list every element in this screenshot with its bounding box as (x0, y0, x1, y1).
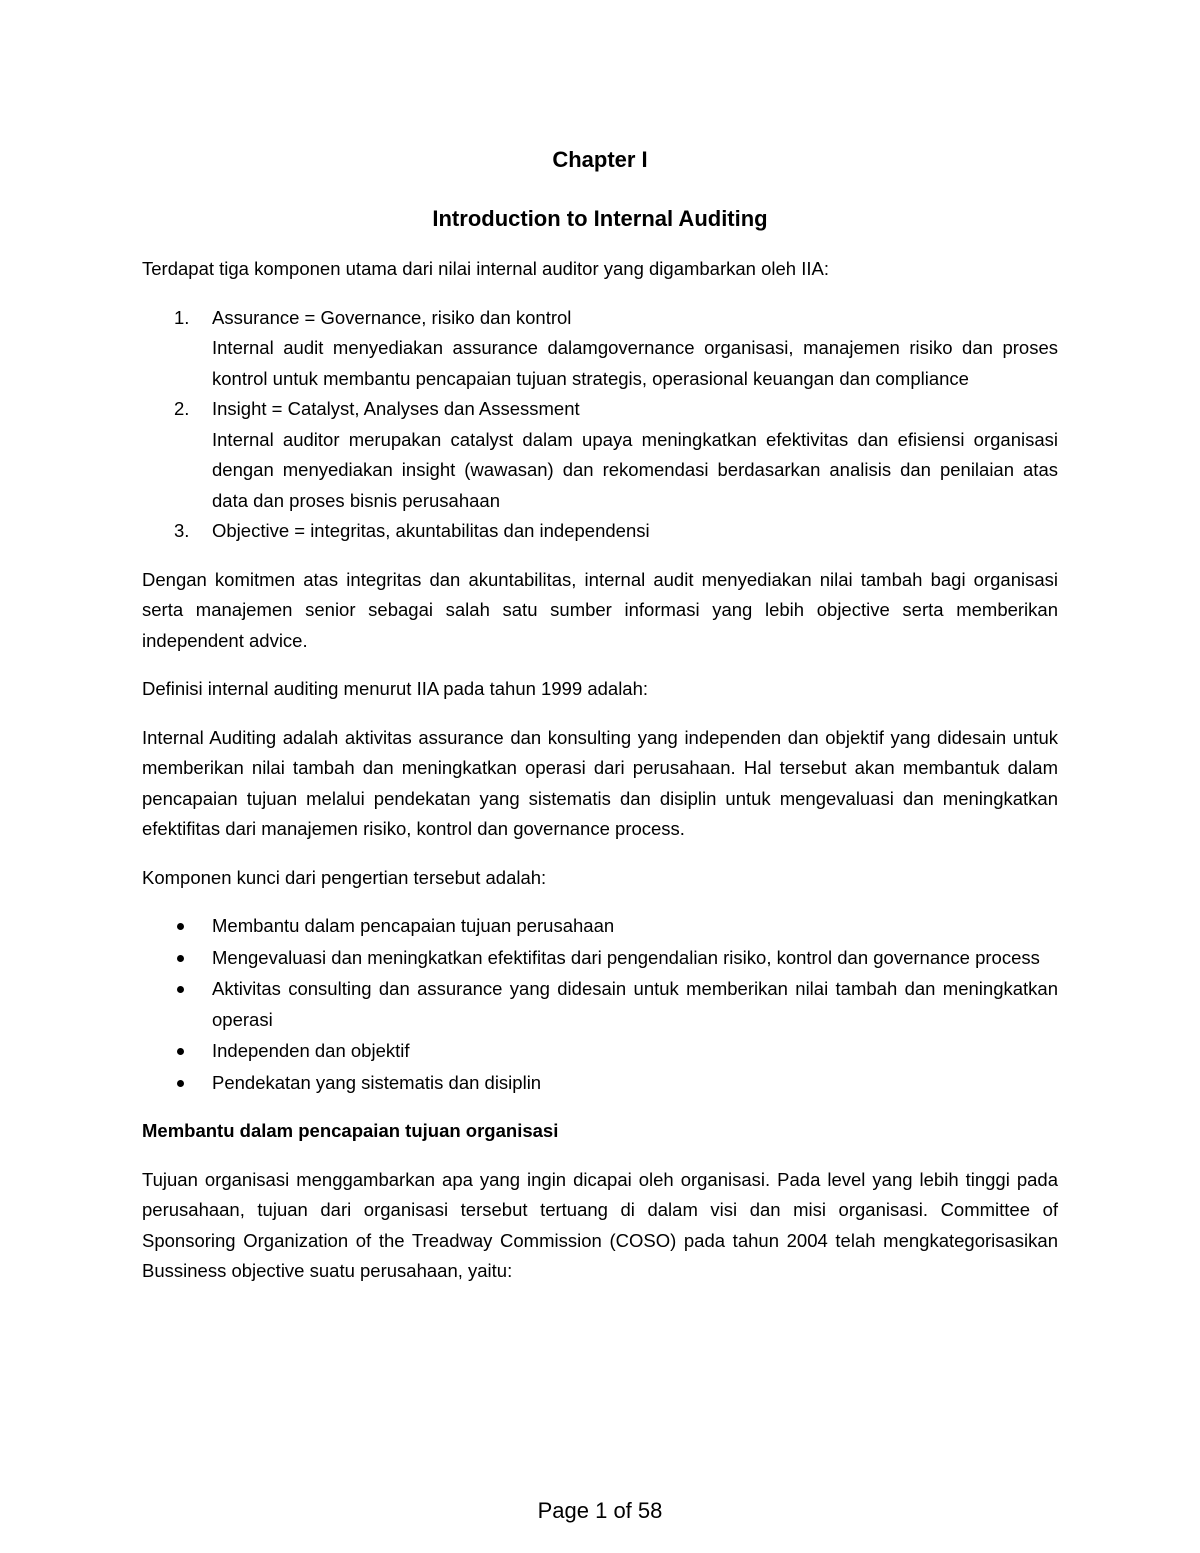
bullet-text: Aktivitas consulting dan assurance yang didesain untuk memberikan nilai tambah dan meningkatkan operasi (212, 978, 1058, 1030)
bullet-text: Independen dan objektif (212, 1040, 410, 1061)
key-components-list (142, 911, 1058, 1098)
components-list (142, 303, 1058, 547)
bullet-text: Membantu dalam pencapaian tujuan perusahaan (212, 915, 615, 936)
page-content (142, 140, 1058, 1305)
bullet-icon (177, 1048, 184, 1055)
chapter-title: Chapter I (552, 147, 648, 172)
component-heading: Objective = integritas, akuntabilitas dan independensi (212, 520, 650, 541)
page-footer: Page 1 of 58 (537, 1498, 663, 1523)
key-components-intro: Komponen kunci dari pengertian tersebut adalah: (142, 866, 547, 888)
bullet-icon (177, 1080, 184, 1087)
intro-paragraph: Terdapat tiga komponen utama dari nilai internal auditor yang digambarkan oleh IIA: (142, 258, 829, 279)
list-number: 2. (174, 398, 190, 419)
bullet-text: Mengevaluasi dan meningkatkan efektifitas dari pengendalian risiko, kontrol dan governance process (212, 946, 1040, 968)
list-item (142, 394, 1058, 516)
subheading: Membantu dalam pencapaian tujuan organisasi (142, 1120, 559, 1141)
commitment-paragraph: Dengan komitmen atas integritas dan akuntabilitas, internal audit menyediakan nilai tambah bagi organisasi serta manajemen senior sebagai salah satu sumber informasi yang lebih objective serta memberikan independent advice. (142, 568, 1058, 651)
component-heading: Insight = Catalyst, Analyses dan Assessment (212, 398, 580, 419)
bullet-text: Pendekatan yang sistematis dan disiplin (212, 1071, 542, 1093)
definition-paragraph: Internal Auditing adalah aktivitas assurance dan konsulting yang independen dan objektif yang didesain untuk memberikan nilai tambah dan meningkatkan operasi dari perusahaan. Hal tersebut akan membantuk dalam pencapaian tujuan melalui pendekatan yang sistematis dan disiplin untuk mengevaluasi dan meningkatkan efektifitas dari manajemen risiko, kontrol dan governance process. (142, 726, 1058, 839)
list-item (142, 1036, 1058, 1067)
objectives-paragraph: Tujuan organisasi menggambarkan apa yang ingin dicapai oleh organisasi. Pada level yang lebih tinggi pada perusahaan, tujuan dari organisasi tersebut tertuang di dalam visi dan misi organisasi. Committee of Sponsoring Organization of the Treadway Commission (COSO) pada tahun 2004 telah mengkategorisasikan Bussiness objective suatu perusahaan, yaitu: (142, 1168, 1058, 1281)
list-item (142, 303, 1058, 395)
bullet-icon (177, 955, 184, 962)
component-heading: Assurance = Governance, risiko dan kontrol (212, 306, 572, 328)
list-item (142, 1068, 1058, 1099)
list-item (142, 516, 1058, 547)
bullet-icon (177, 986, 184, 993)
bullet-icon (177, 923, 184, 930)
section-title: Introduction to Internal Auditing (432, 206, 768, 231)
list-item (142, 911, 1058, 942)
list-number: 1. (174, 306, 190, 328)
component-description: Internal audit menyediakan assurance dalamgovernance organisasi, manajemen risiko dan proses kontrol untuk membantu pencapaian tujuan strategis, operasional keuangan dan compliance (212, 337, 1058, 389)
component-description: Internal auditor merupakan catalyst dalam upaya meningkatkan efektivitas dan efisiensi organisasi dengan menyediakan insight (wawasan) dan rekomendasi berdasarkan analisis dan penilaian atas data dan proses bisnis perusahaan (212, 428, 1058, 511)
list-number: 3. (174, 520, 190, 541)
list-item (142, 974, 1058, 1035)
definition-intro: Definisi internal auditing menurut IIA pada tahun 1999 adalah: (142, 678, 649, 699)
list-item (142, 943, 1058, 974)
